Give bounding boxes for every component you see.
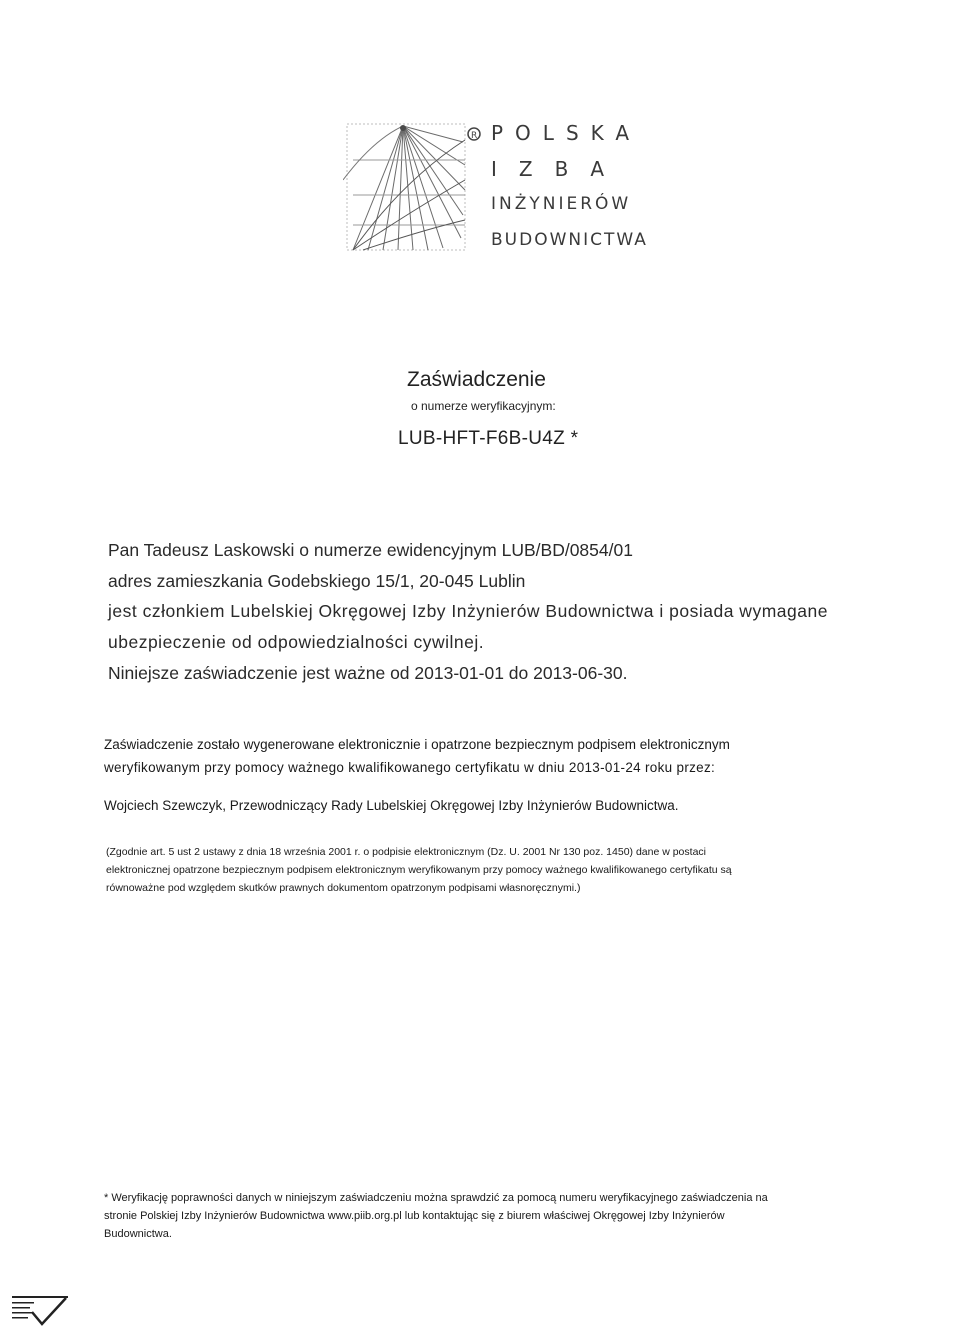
signature-statement-line: Zaświadczenie zostało wygenerowane elektronicznie i opatrzone bezpiecznym podpisem elektronicznym <box>104 737 730 752</box>
logo-text-polska: POLSKA <box>491 121 642 145</box>
membership-line: jest członkiem Lubelskiej Okręgowej Izby Inżynierów Budownictwa i posiada wymagane <box>108 601 828 621</box>
checkmark-icon <box>32 1298 66 1324</box>
footnote-line: * Weryfikację poprawności danych w niniejszym zaświadczeniu można sprawdzić za pomocą numeru weryfikacyjnego zaświadczenia na <box>104 1192 768 1204</box>
logo-text-izba: IZBA <box>491 157 627 181</box>
svg-text:R: R <box>471 131 478 141</box>
footnote-line: stronie Polskiej Izby Inżynierów Budownictwa www.piib.org.pl lub kontaktując się z biurem właściwej Okręgowej Izby Inżynierów <box>104 1210 725 1222</box>
piib-logo-graphic <box>343 120 483 255</box>
logo-text-budownictwa: BUDOWNICTWA <box>491 230 648 250</box>
legal-note-line: (Zgodnie art. 5 ust 2 ustawy z dnia 18 września 2001 r. o podpisie elektronicznym (Dz. U. 2001 Nr 130 poz. 1450) dane w postaci <box>106 846 706 858</box>
signature-statement-line: weryfikowanym przy pomocy ważnego kwalifikowanego certyfikatu w dniu 2013-01-24 roku przez: <box>104 760 716 775</box>
verification-code: LUB-HFT-F6B-U4Z * <box>398 428 579 449</box>
certified-copy-stamp <box>10 1294 70 1326</box>
insurance-line: ubezpieczenie od odpowiedzialności cywilnej. <box>108 632 485 652</box>
validity-line: Niniejsze zaświadczenie jest ważne od 2013-01-01 do 2013-06-30. <box>108 663 628 683</box>
member-address-line: adres zamieszkania Godebskiego 15/1, 20-045 Lublin <box>108 571 526 591</box>
legal-note-line: równoważne pod względem skutków prawnych dokumentom opatrzonym podpisami własnoręcznymi.) <box>106 882 581 894</box>
member-identity-line: Pan Tadeusz Laskowski o numerze ewidencyjnym LUB/BD/0854/01 <box>108 540 633 560</box>
logo-text-inzynierow: INŻYNIERÓW <box>491 194 632 214</box>
footnote-line: Budownictwa. <box>104 1228 172 1240</box>
signatory-line: Wojciech Szewczyk, Przewodniczący Rady Lubelskiej Okręgowej Izby Inżynierów Budownictwa. <box>104 798 679 813</box>
legal-note-line: elektronicznej opatrzone bezpiecznym podpisem elektronicznym weryfikowanym przy pomocy ważnego kwalifikowanego certyfikatu są <box>106 864 732 876</box>
certificate-subtitle: o numerze weryfikacyjnym: <box>411 399 556 413</box>
certificate-title: Zaświadczenie <box>407 368 546 391</box>
